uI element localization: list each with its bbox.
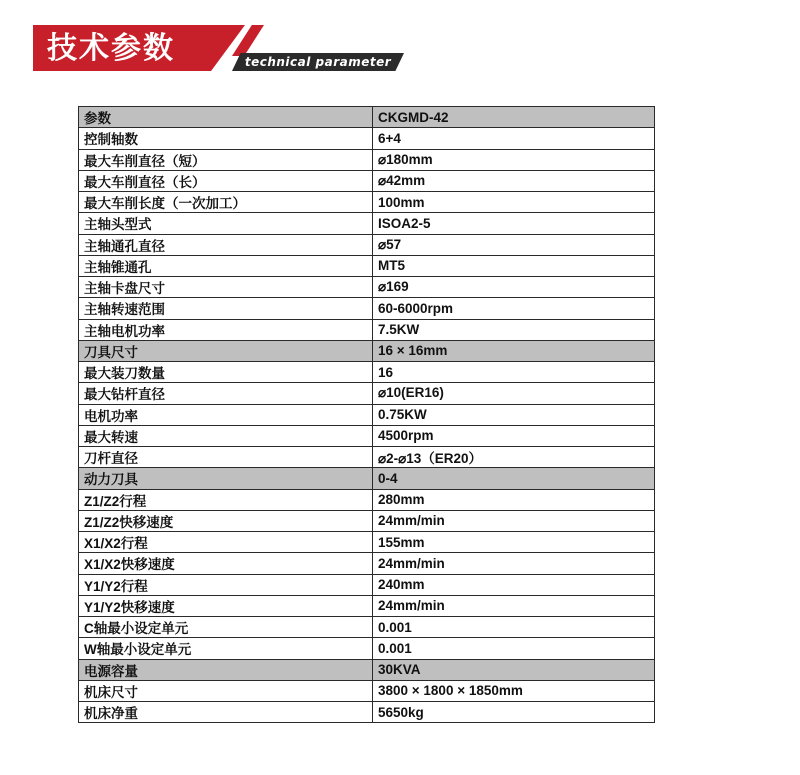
param-name-cell: C轴最小设定单元 xyxy=(79,617,373,638)
param-value-cell: 240mm xyxy=(373,574,655,595)
param-name-cell: 机床净重 xyxy=(79,702,373,723)
param-value-cell: 24mm/min xyxy=(373,510,655,531)
param-value-cell: 0.75KW xyxy=(373,404,655,425)
table-row xyxy=(79,574,655,595)
param-value-cell: 100mm xyxy=(373,192,655,213)
table-row xyxy=(79,680,655,701)
param-value-cell: 16 × 16mm xyxy=(373,340,655,361)
param-name-cell: 最大装刀数量 xyxy=(79,362,373,383)
table-row xyxy=(79,404,655,425)
param-name-cell: 最大车削直径（短） xyxy=(79,149,373,170)
table-row xyxy=(79,638,655,659)
table-section-row xyxy=(79,468,655,489)
param-value-cell: 24mm/min xyxy=(373,553,655,574)
table-row xyxy=(79,447,655,468)
param-value-cell: 60-6000rpm xyxy=(373,298,655,319)
param-value-cell: MT5 xyxy=(373,255,655,276)
param-name-cell: Z1/Z2快移速度 xyxy=(79,510,373,531)
table-section-row xyxy=(79,107,655,128)
param-value-cell: 280mm xyxy=(373,489,655,510)
header-banner xyxy=(0,0,420,80)
param-value-cell: 0.001 xyxy=(373,617,655,638)
param-name-cell: 控制轴数 xyxy=(79,128,373,149)
param-name-cell: 主轴通孔直径 xyxy=(79,234,373,255)
param-value-cell: 3800 × 1800 × 1850mm xyxy=(373,680,655,701)
param-name-cell: 主轴转速范围 xyxy=(79,298,373,319)
param-value-cell: 155mm xyxy=(373,532,655,553)
param-value-cell: 30KVA xyxy=(373,659,655,680)
table-row xyxy=(79,362,655,383)
param-name-cell: W轴最小设定单元 xyxy=(79,638,373,659)
table-row xyxy=(79,425,655,446)
param-name-cell: 电源容量 xyxy=(79,659,373,680)
table-row xyxy=(79,595,655,616)
param-value-cell: 7.5KW xyxy=(373,319,655,340)
param-value-cell: 4500rpm xyxy=(373,425,655,446)
param-name-cell: 参数 xyxy=(79,107,373,128)
table-row xyxy=(79,277,655,298)
param-name-cell: 主轴卡盘尺寸 xyxy=(79,277,373,298)
param-name-cell: Y1/Y2快移速度 xyxy=(79,595,373,616)
table-row xyxy=(79,553,655,574)
page-subtitle: technical parameter xyxy=(244,55,392,69)
spec-table xyxy=(78,106,655,723)
param-name-cell: 电机功率 xyxy=(79,404,373,425)
table-row xyxy=(79,170,655,191)
table-row xyxy=(79,213,655,234)
table-row xyxy=(79,255,655,276)
param-value-cell: ⌀10(ER16) xyxy=(373,383,655,404)
param-name-cell: 动力刀具 xyxy=(79,468,373,489)
table-row xyxy=(79,383,655,404)
param-value-cell: ⌀169 xyxy=(373,277,655,298)
param-value-cell: ⌀42mm xyxy=(373,170,655,191)
spec-table-body xyxy=(79,107,655,723)
param-name-cell: 最大车削直径（长） xyxy=(79,170,373,191)
param-value-cell: ⌀57 xyxy=(373,234,655,255)
param-name-cell: 主轴电机功率 xyxy=(79,319,373,340)
table-row xyxy=(79,489,655,510)
table-section-row xyxy=(79,340,655,361)
table-row xyxy=(79,298,655,319)
table-row xyxy=(79,510,655,531)
param-name-cell: Z1/Z2行程 xyxy=(79,489,373,510)
table-row xyxy=(79,234,655,255)
page-title: 技术参数 xyxy=(47,31,175,66)
param-value-cell: 6+4 xyxy=(373,128,655,149)
param-value-cell: ⌀180mm xyxy=(373,149,655,170)
table-row xyxy=(79,532,655,553)
param-name-cell: 最大转速 xyxy=(79,425,373,446)
param-name-cell: 机床尺寸 xyxy=(79,680,373,701)
param-value-cell: 0.001 xyxy=(373,638,655,659)
param-name-cell: 刀杆直径 xyxy=(79,447,373,468)
param-name-cell: Y1/Y2行程 xyxy=(79,574,373,595)
param-name-cell: 主轴锥通孔 xyxy=(79,255,373,276)
table-row xyxy=(79,149,655,170)
param-value-cell: CKGMD-42 xyxy=(373,107,655,128)
param-value-cell: 24mm/min xyxy=(373,595,655,616)
param-value-cell: 16 xyxy=(373,362,655,383)
param-name-cell: X1/X2快移速度 xyxy=(79,553,373,574)
param-name-cell: 最大车削长度（一次加工） xyxy=(79,192,373,213)
table-row xyxy=(79,128,655,149)
table-row xyxy=(79,319,655,340)
param-name-cell: X1/X2行程 xyxy=(79,532,373,553)
table-row xyxy=(79,192,655,213)
param-value-cell: ISOA2-5 xyxy=(373,213,655,234)
table-section-row xyxy=(79,659,655,680)
param-value-cell: 5650kg xyxy=(373,702,655,723)
table-row xyxy=(79,617,655,638)
param-value-cell: 0-4 xyxy=(373,468,655,489)
param-name-cell: 刀具尺寸 xyxy=(79,340,373,361)
param-name-cell: 主轴头型式 xyxy=(79,213,373,234)
param-value-cell: ⌀2-⌀13（ER20） xyxy=(373,447,655,468)
param-name-cell: 最大钻杆直径 xyxy=(79,383,373,404)
table-row xyxy=(79,702,655,723)
